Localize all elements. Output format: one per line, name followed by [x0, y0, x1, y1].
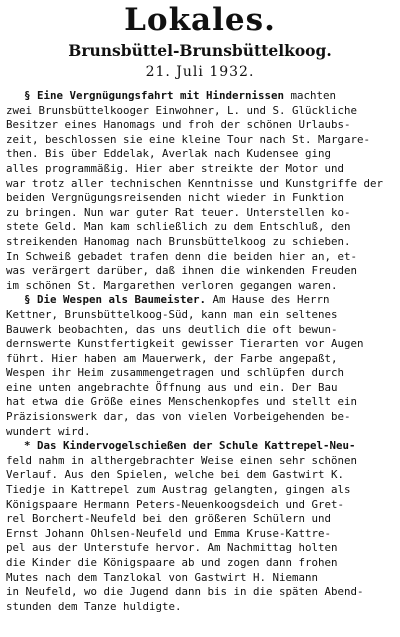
article-paragraph — [6, 439, 394, 614]
article-line: Präzisionswerk dar, das von vielen Vorbeigehenden be- — [6, 410, 351, 424]
article-line: pel aus der Unterstufe hervor. Am Nachmittag holten — [6, 541, 338, 555]
article-headline: § Eine Vergnügungsfahrt mit Hindernissen — [24, 89, 285, 102]
article-line: hat etwa die Größe eines Menschenkopfes und stellt ein — [6, 395, 358, 409]
article-line: führt. Hier haben am Mauerwerk, der Farbe angepaßt, — [6, 351, 338, 365]
article-line: zwei Brunsbüttelkooger Einwohner, L. und S. Glückliche — [6, 103, 358, 117]
article-paragraph — [6, 89, 394, 293]
article-first-line — [6, 293, 394, 308]
place-heading: Brunsbüttel-Brunsbüttelkoog. — [68, 41, 332, 60]
article-body — [6, 89, 394, 614]
article-line: Königspaare Hermann Peters-Neuenkoogsdeich und Gret- — [6, 497, 345, 511]
article-line: dernswerte Kunstfertigkeit gewisser Tierarten vor Augen — [6, 337, 364, 351]
article-line: in Neufeld, wo die Jugend dann bis in die späten Abend- — [6, 585, 364, 599]
article-line: was verärgert darüber, daß ihnen die winkenden Freuden — [6, 264, 358, 278]
article-line: Kettner, Brunsbüttelkoog-Süd, kann man ein seltenes — [6, 307, 338, 321]
article-paragraph — [6, 293, 394, 439]
article-text: Am Hause des Herrn — [206, 293, 330, 307]
article-line: beiden Vergnügungsreisenden nicht wieder in Funktion — [6, 191, 345, 205]
article-line: then. Bis über Eddelak, Averlak nach Kudensee ging — [6, 147, 332, 161]
article-line: Bauwerk beobachten, das uns deutlich die oft bewun- — [6, 322, 338, 336]
article-line: streikenden Hanomag nach Brunsbüttelkoog zu schieben. — [6, 234, 351, 248]
article-line: Verlauf. Aus den Spielen, welche bei dem Gastwirt K. — [6, 468, 345, 482]
article-line: Mutes nach dem Tanzlokal von Gastwirt H. Niemann — [6, 570, 319, 584]
article-line: In Schweiß gebadet trafen denn die beiden hier an, et- — [6, 249, 358, 263]
article-first-line — [6, 89, 394, 104]
article-line: war trotz aller technischen Kenntnisse und Kunstgriffe der — [6, 176, 384, 190]
article-line: eine unten angebrachte Öffnung aus und ein. Der Bau — [6, 380, 338, 394]
article-headline: * Das Kindervogelschießen der Schule Kattrepel-Neu- — [24, 439, 356, 453]
article-line: stunden dem Tanze huldigte. — [6, 599, 182, 613]
article-line: alles programmäßig. Hier aber streikte der Motor und — [6, 161, 345, 175]
article-line: Ernst Johann Ohlsen-Neufeld und Emma Kruse-Kattre- — [6, 526, 332, 540]
article-line: feld nahm in althergebrachter Weise einen sehr schönen — [6, 453, 358, 467]
article-line: Tiedje in Kattrepel zum Austrag gelangten, gingen als — [6, 483, 351, 497]
article-line: Wespen ihr Heim zusammengetragen und schlüpfen durch — [6, 366, 345, 380]
article-headline: § Die Wespen als Baumeister. — [24, 293, 207, 307]
article-line: wundert wird. — [6, 424, 91, 438]
article-text: machten — [284, 89, 337, 102]
dateline: 21. Juli 1932. — [145, 64, 255, 80]
article-line: stete Geld. Man kam schließlich zu dem Entschluß, den — [6, 220, 351, 234]
article-line: rel Borchert-Neufeld bei den größeren Schülern und — [6, 512, 332, 526]
article-line: zeit, beschlossen sie eine kleine Tour nach St. Margare- — [6, 132, 371, 146]
article-line: Besitzer eines Hanomags und froh der schönen Urlaubs- — [6, 118, 351, 132]
section-title: Lokales. — [124, 2, 276, 38]
article-first-line — [6, 439, 394, 454]
article-line: die Kinder die Königspaare ab und zogen dann frohen — [6, 556, 338, 569]
article-line: im schönen St. Margarethen verloren gegangen waren. — [6, 278, 338, 292]
article-line: zu bringen. Nun war guter Rat teuer. Unterstellen ko- — [6, 205, 351, 219]
